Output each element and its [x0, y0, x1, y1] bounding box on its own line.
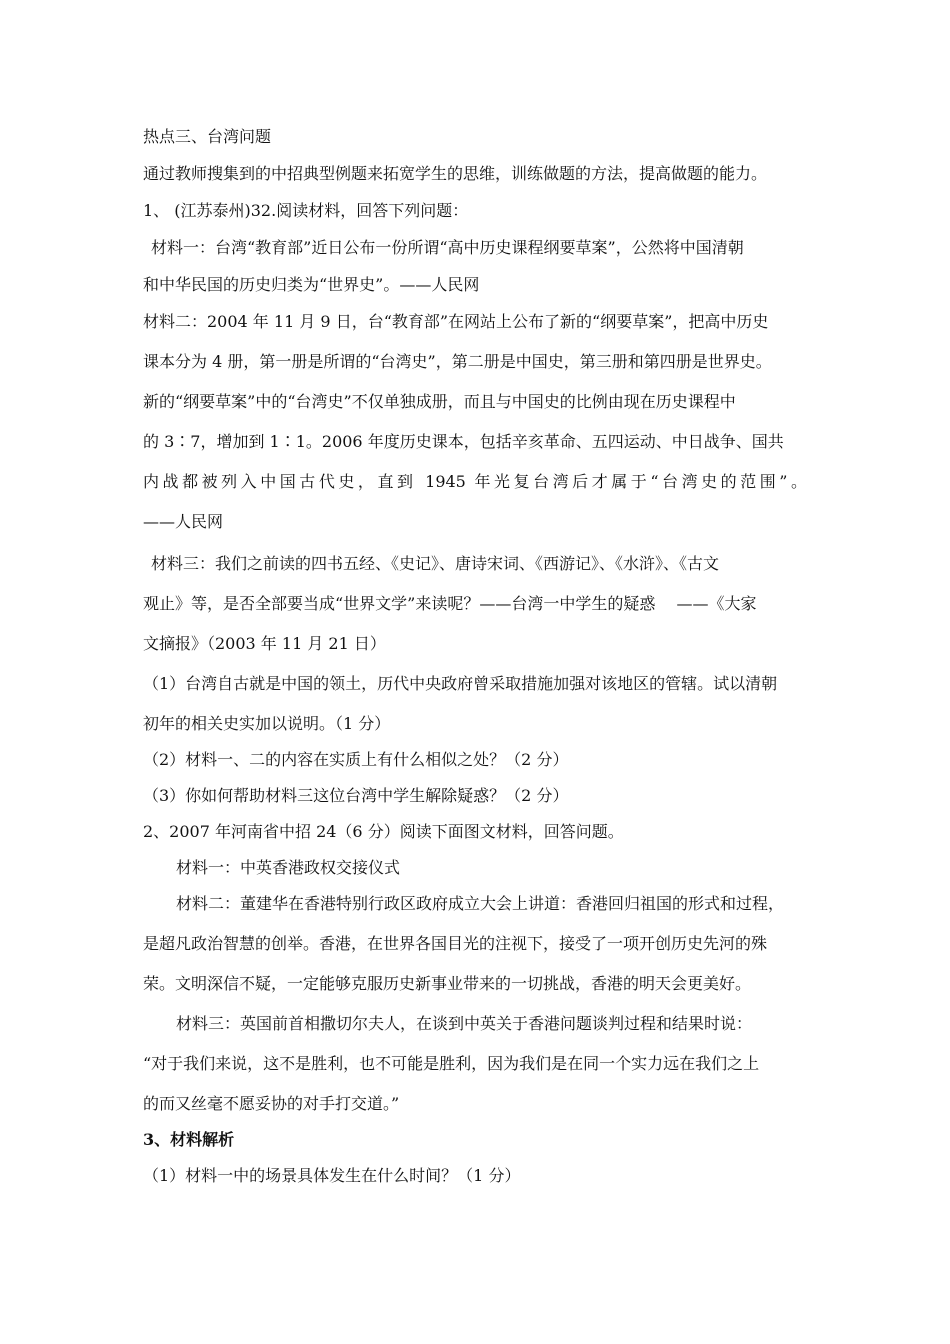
material-1-line-1: 材料一：台湾“教育部”近日公布一份所谓“高中历史课程纲要草案”，公然将中国清朝 [151, 238, 744, 257]
material-analysis-heading: 3、材料解析 [143, 1130, 235, 1149]
material-2-source: ——人民网 [143, 512, 224, 531]
section-heading: 热点三、台湾问题 [143, 127, 272, 146]
material-3-line-2: 观止》等，是否全部要当成“世界文学”来读呢？——台湾一中学生的疑惑 ——《大家 [143, 594, 757, 613]
question-1-1-line-1: （1）台湾自古就是中国的领土，历代中央政府曾采取措施加强对该地区的管辖。试以清朝 [143, 674, 778, 693]
question-1-2: （2）材料一、二的内容在实质上有什么相似之处？（2 分） [143, 750, 569, 769]
q2-material-2-line-2: 是超凡政治智慧的创举。香港，在世界各国目光的注视下，接受了一项开创历史先河的殊 [143, 934, 768, 953]
material-3-line-1: 材料三：我们之前读的四书五经、《史记》、唐诗宋词、《西游记》、《水浒》、《古文 [151, 554, 720, 573]
q2-material-3-line-3: 的而又丝毫不愿妥协的对手打交道。” [143, 1094, 400, 1113]
question-1-1-line-2: 初年的相关史实加以说明。（1 分） [143, 714, 391, 733]
q2-material-1: 材料一：中英香港政权交接仪式 [176, 858, 401, 877]
material-3-line-3: 文摘报》（2003 年 11 月 21 日） [143, 634, 386, 653]
q2-material-2-line-3: 荣。文明深信不疑，一定能够克服历史新事业带来的一切挑战，香港的明天会更美好。 [143, 974, 752, 993]
intro-paragraph: 通过教师搜集到的中招典型例题来拓宽学生的思维，训练做题的方法，提高做题的能力。 [143, 164, 768, 183]
question-2-title: 2、2007 年河南省中招 24（6 分）阅读下面图文材料，回答问题。 [143, 822, 624, 841]
material-2-line-3: 新的“纲要草案”中的“台湾史”不仅单独成册，而且与中国史的比例由现在历史课程中 [143, 392, 736, 411]
material-2-line-5: 内战都被列入中国古代史，直到 1945 年光复台湾后才属于“台湾史的范围”。 [143, 472, 807, 491]
question-1-3: （3）你如何帮助材料三这位台湾中学生解除疑惑？（2 分） [143, 786, 569, 805]
question-1-title: 1、 (江苏泰州)32.阅读材料，回答下列问题： [143, 201, 469, 220]
material-2-line-4: 的 3∶7，增加到 1∶1。2006 年度历史课本，包括辛亥革命、五四运动、中日战争、国共 [143, 432, 784, 451]
q2-material-3-line-1: 材料三：英国前首相撒切尔夫人，在谈到中英关于香港问题谈判过程和结果时说： [176, 1014, 753, 1033]
q2-material-2-line-1: 材料二：董建华在香港特别行政区政府成立大会上讲道：香港回归祖国的形式和过程， [176, 894, 785, 913]
q2-material-3-line-2: “对于我们来说，这不是胜利，也不可能是胜利，因为我们是在同一个实力远在我们之上 [143, 1054, 760, 1073]
material-1-line-2: 和中华民国的历史归类为“世界史”。——人民网 [143, 275, 480, 294]
material-2-line-2: 课本分为 4 册，第一册是所谓的“台湾史”，第二册是中国史，第三册和第四册是世界史。 [143, 352, 772, 371]
material-2-line-1: 材料二：2004 年 11 月 9 日，台“教育部”在网站上公布了新的“纲要草案”，把高中历史 [143, 312, 769, 331]
question-3-1: （1）材料一中的场景具体发生在什么时间？（1 分） [143, 1166, 521, 1185]
